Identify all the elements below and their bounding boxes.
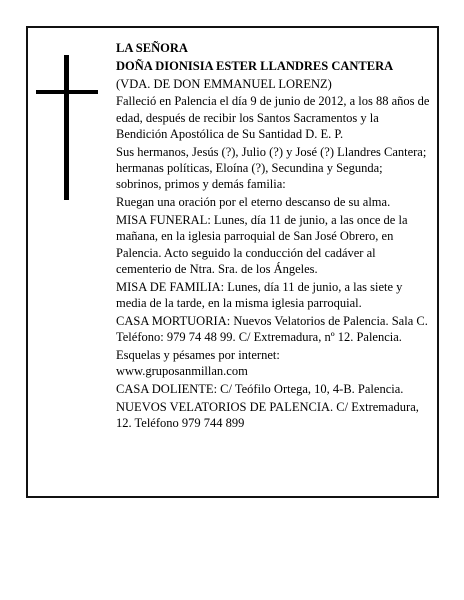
notice-heading: LA SEÑORA (116, 41, 188, 55)
death-announcement: Falleció en Palencia el día 9 de junio de 2012, a los 88 años de edad, después de recibir los Santos Sacramentos y la Bendición Apostólica de Su Santidad D. E. P. (116, 94, 430, 141)
family-members: Sus hermanos, Jesús (?), Julio (?) y José (?) Llandres Cantera; hermanas políticas, Eloína (?), Secundina y Segunda; sobrinos, primos y demás familia: (116, 144, 427, 192)
internet-label: Esquelas y pésames por internet: (116, 347, 280, 362)
velatorios-info: NUEVOS VELATORIOS DE PALENCIA. C/ Extremadura, 12. Teléfono 979 744 899 (116, 399, 419, 431)
grieving-house: CASA DOLIENTE: C/ Teófilo Ortega, 10, 4-B. Palencia. (116, 381, 404, 396)
widow-of: (VDA. DE DON EMMANUEL LORENZ) (116, 76, 332, 91)
prayer-request: Ruegan una oración por el eterno descanso de su alma. (116, 195, 391, 210)
obituary-text (116, 40, 430, 433)
family-mass: MISA DE FAMILIA: Lunes, día 11 de junio, a las siete y media de la tarde, en la misma iglesia parroquial. (116, 279, 403, 310)
funeral-mass: MISA FUNERAL: Lunes, día 11 de junio, a las once de la mañana, en la iglesia parroquial de San José Obrero, en Palencia. Acto seguido la conducción del cadáver al cementerio de Ntra. Sra. de los Ángeles. (116, 212, 408, 276)
deceased-name: DOÑA DIONISIA ESTER LLANDRES CANTERA (116, 58, 394, 73)
obituary-notice (26, 26, 439, 498)
mortuary-info: CASA MORTUORIA: Nuevos Velatorios de Palencia. Sala C. Teléfono: 979 74 48 99. C/ Extremadura, nº 12. Palencia. (116, 313, 428, 345)
internet-condolences (116, 347, 430, 380)
cross-horizontal-bar (36, 90, 98, 94)
latin-cross-icon (36, 55, 98, 200)
internet-url[interactable]: www.gruposanmillan.com (116, 364, 248, 379)
cross-vertical-bar (64, 55, 69, 200)
